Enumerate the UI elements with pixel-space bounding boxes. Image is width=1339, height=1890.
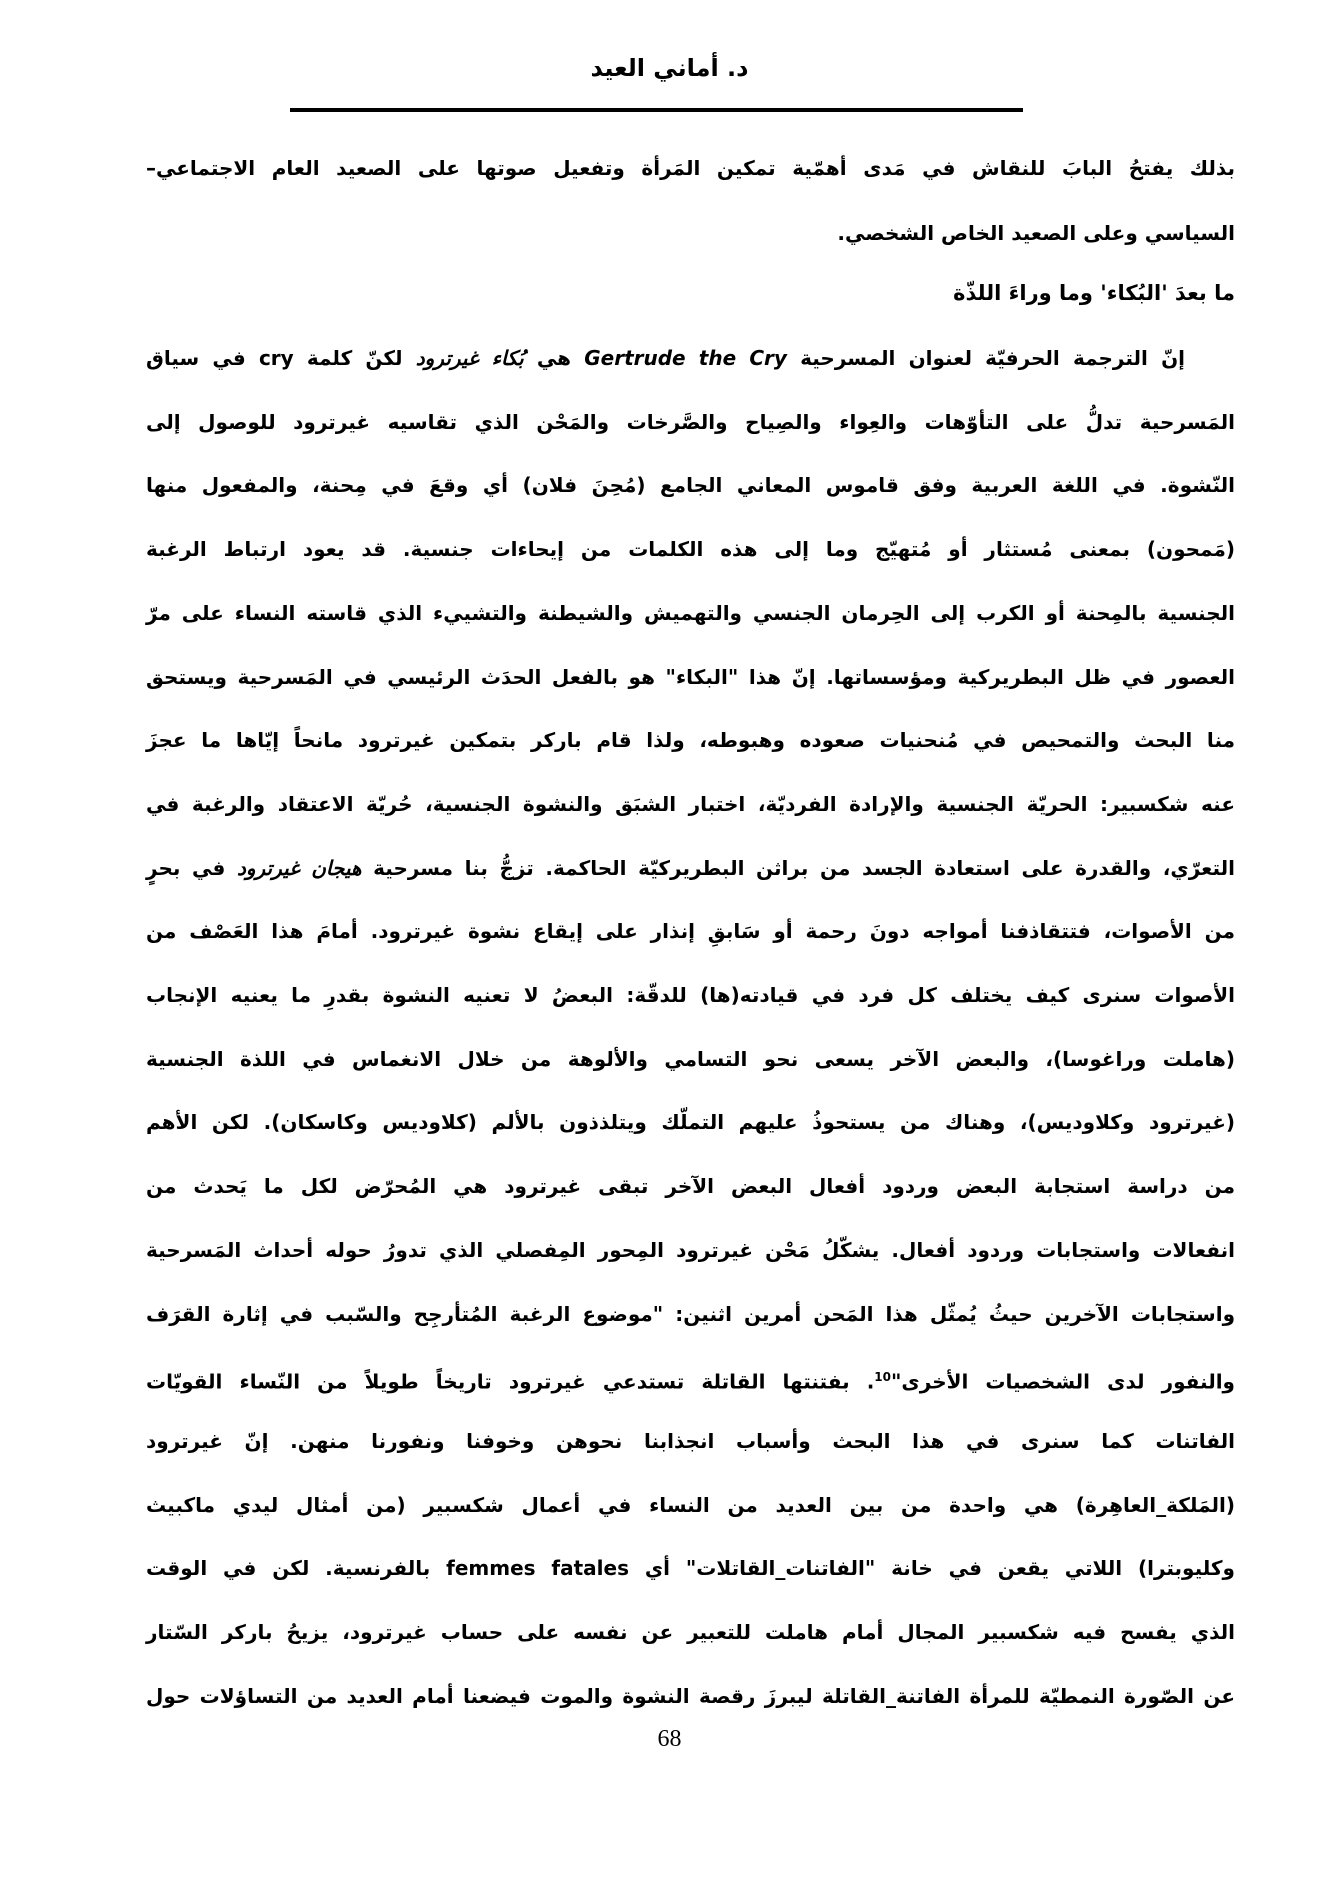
header-rule: [290, 108, 1023, 112]
text-run: عن الصّورة النمطيّة للمرأة الفاتنة_القاتلة ليبرزَ رقصة النشوة والموت فيضعنا أمام العديد من التساؤلات حول: [146, 1684, 1235, 1708]
text-line: [146, 1485, 1235, 1525]
text-line: [146, 1166, 1235, 1206]
italic-title: Gertrude the Cry: [584, 346, 787, 370]
text-run: (غيرترود وكلاوديس)، وهناك من يستحوذُ عليهم التملّك ويتلذذون بالألم (كلاوديس وكاسكان). لكن الأهم: [146, 1110, 1235, 1134]
text-line: [146, 338, 1235, 378]
text-run: الجنسية بالمِحنة أو الكرب إلى الحِرمان الجنسي والتهميش والشيطنة والتشييء الذي قاسته النساء على مرّ: [146, 601, 1235, 625]
text-line: [146, 975, 1235, 1015]
text-line: [146, 1548, 1235, 1588]
italic-title: هيجان غيرترود: [236, 856, 362, 880]
text-run: من الأصوات، فتتقاذفنا أمواجه دونَ رحمة أو سَابقِ إنذار على إيقاع نشوة غيرترود. أمامَ هذا العَصْف من: [146, 919, 1235, 943]
text-run: النّشوة. في اللغة العربية وفق قاموس المعاني الجامع (مُحِنَ فلان) أي وقعَ في مِحنة، والمفعول منها: [146, 473, 1235, 497]
italic-title: بُكاء غيرترود: [415, 346, 524, 370]
text-line: [146, 1294, 1235, 1334]
text-run: . بفتنتها القاتلة تستدعي غيرترود تاريخاً طويلاً من النّساء القويّات: [146, 1369, 875, 1394]
text-run: المَسرحية تدلُّ على التأوّهات والعِواء والصِياح والصَّرخات والمَحْن الذي تقاسيه غيرترود للوصول إلى: [146, 410, 1235, 434]
text-line: [146, 1612, 1235, 1652]
text-line: [146, 1230, 1235, 1270]
text-line: [146, 402, 1235, 442]
text-line: [146, 529, 1235, 569]
text-run: (مَمحون) بمعنى مُستثار أو مُتهيّج وما إلى هذه الكلمات من إيحاءات جنسية. قد يعود ارتباط الرغبة: [146, 537, 1235, 561]
text-run: بذلك يفتحُ البابَ للنقاش في مَدى أهمّية تمكين المَرأة وتفعيل صوتها على الصعيد العام الاجتماعي–: [146, 156, 1235, 180]
text-line: [146, 593, 1235, 633]
text-run: واستجابات الآخرين حيثُ يُمثّل هذا المَحن أمرين اثنين: "موضوع الرغبة المُتأرجِح والسّبب في إثارة القرَف: [146, 1302, 1235, 1326]
text-run: وكليوبترا) اللاتي يقعن في خانة "الفاتنات_القاتلات" أي femmes fatales بالفرنسية. لكن في الوقت: [146, 1556, 1235, 1580]
text-run: هي: [523, 346, 585, 370]
text-run: منا البحث والتمحيص في مُنحنيات صعوده وهبوطه، ولذا قام باركر بتمكين غيرترود مانحاً إيّاها ما عجزَ: [146, 728, 1235, 752]
text-line: [146, 848, 1235, 888]
text-run: التعرّي، والقدرة على استعادة الجسد من براثن البطريركيّة الحاكمة. تزجُّ بنا مسرحية: [361, 856, 1235, 880]
page-number: 68: [657, 1726, 682, 1752]
text-run: الذي يفسح فيه شكسبير المجال أمام هاملت للتعبير عن نفسه على حساب غيرترود، يزيحُ باركر السّتار: [146, 1620, 1235, 1644]
text-run: انفعالات واستجابات وردود أفعال. يشكّلُ مَحْن غيرترود المِحور المِفصلي الذي تدورُ حوله أحداث المَسرحية: [146, 1238, 1235, 1262]
text-run: العصور في ظل البطريركية ومؤسساتها. إنّ هذا "البكاء" هو بالفعل الحدَث الرئيسي في المَسرحية ويستحق: [146, 665, 1235, 689]
text-run: إنّ الترجمة الحرفيّة لعنوان المسرحية: [786, 346, 1186, 370]
text-line: [146, 1102, 1235, 1142]
text-line: [146, 1676, 1235, 1716]
text-line: [146, 720, 1235, 760]
text-line: [146, 213, 1235, 253]
text-line: [146, 148, 1235, 188]
text-line: [146, 1421, 1235, 1461]
text-run: والنفور لدى الشخصيات الأخرى": [891, 1369, 1235, 1394]
running-header-author: د. أماني العيد: [590, 54, 749, 82]
text-line: [146, 911, 1235, 951]
text-line: [146, 657, 1235, 697]
text-run: (هاملت وراغوسا)، والبعض الآخر يسعى نحو التسامي والألوهة من خلال الانغماس في اللذة الجنسية: [146, 1047, 1235, 1071]
section-heading: ما بعدَ 'البُكاء' وما وراءَ اللذّة: [953, 281, 1235, 305]
text-run: السياسي وعلى الصعيد الخاص الشخصي.: [837, 221, 1235, 245]
text-line: [146, 1357, 1235, 1397]
text-run: في بحرٍ: [146, 856, 237, 880]
footnote-ref: 10: [874, 1370, 891, 1384]
text-run: من دراسة استجابة البعض وردود أفعال البعض الآخر تبقى غيرترود هي المُحرّض لكل ما يَحدث من: [146, 1174, 1235, 1198]
text-line: [146, 784, 1235, 824]
text-run: (المَلكة_العاهِرة) هي واحدة من بين العديد من النساء في أعمال شكسبير (من أمثال ليدي ماكبيث: [146, 1493, 1235, 1517]
text-run: الفاتنات كما سنرى في هذا البحث وأسباب انجذابنا نحوهن وخوفنا ونفورنا منهن. إنّ غيرترود: [146, 1429, 1235, 1453]
text-run: لكنّ كلمة cry في سياق: [146, 346, 416, 370]
text-line: [146, 465, 1235, 505]
text-run: عنه شكسبير: الحريّة الجنسية والإرادة الفرديّة، اختبار الشبَق والنشوة الجنسية، حُريّة الاعتقاد والرغبة في: [146, 792, 1235, 816]
text-line: [146, 1039, 1235, 1079]
text-run: الأصوات سنرى كيف يختلف كل فرد في قيادته(ها) للدقّة: البعضُ لا تعنيه النشوة بقدرِ ما يعنيه الإنجاب: [146, 983, 1235, 1007]
